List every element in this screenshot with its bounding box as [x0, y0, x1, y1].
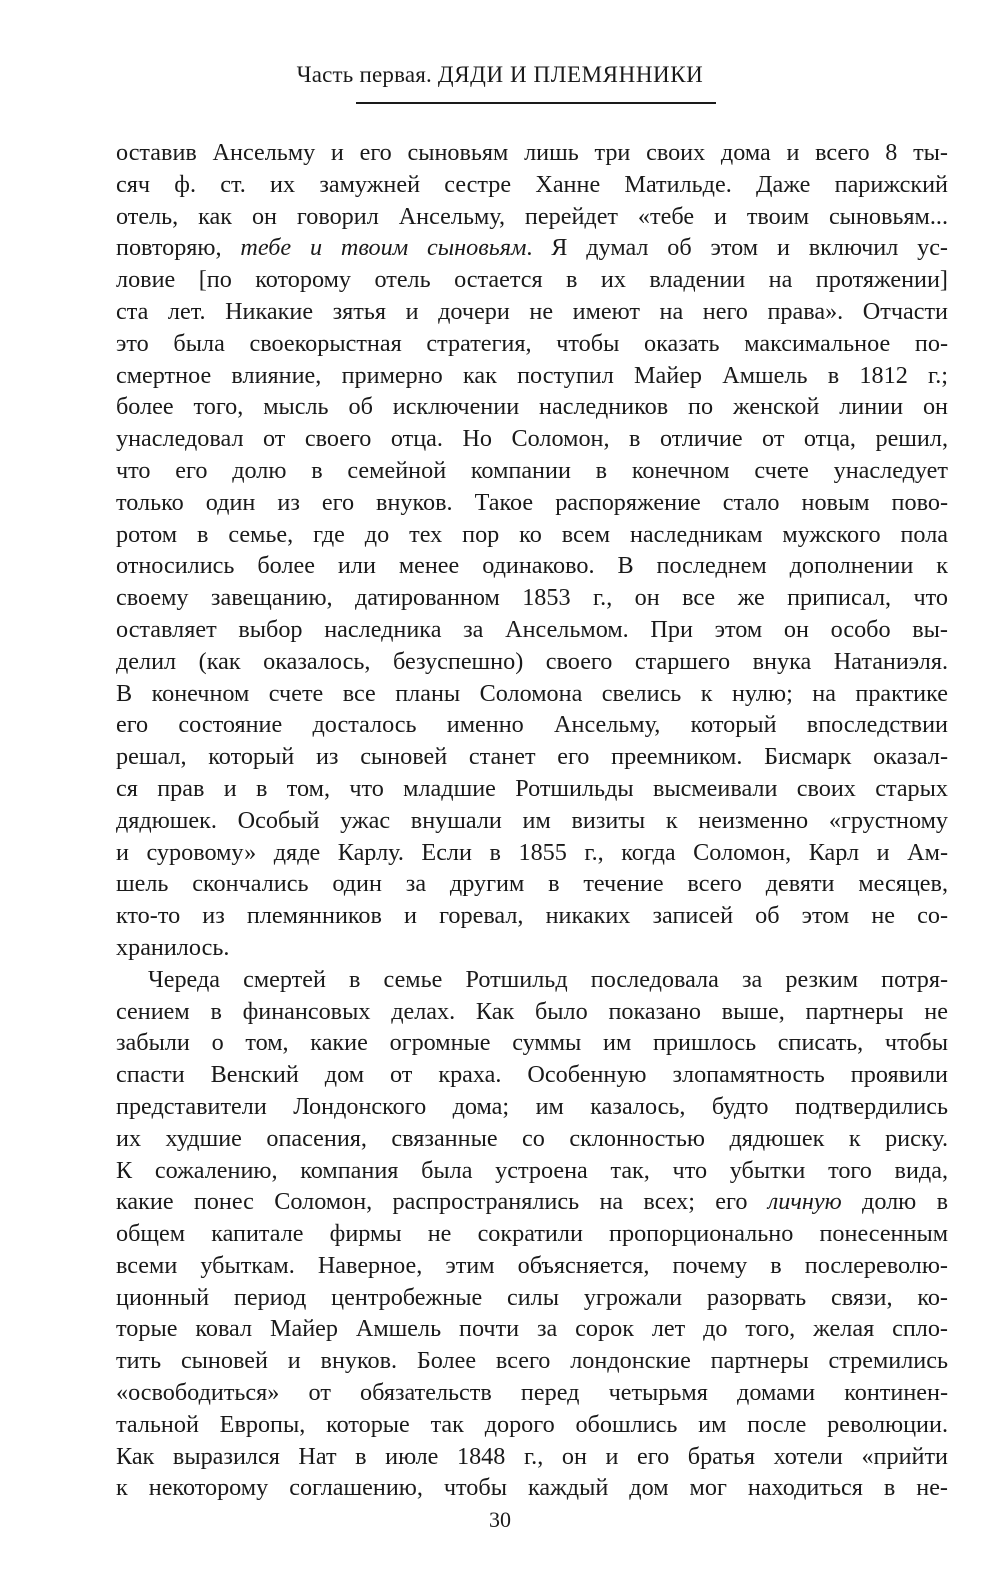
text-run: оставляет выбор наследника за Ансельмом. При этом он особо вы-: [116, 615, 948, 643]
text-run: . Я думал об этом и включил ус-: [526, 234, 948, 262]
text-run: своему завещанию, датированном 1853 г., он все же приписал, что: [116, 584, 948, 612]
text-line: [116, 296, 948, 328]
text-run: К сожалению, компания была устроена так, что убытки того вида,: [116, 1156, 948, 1184]
text-line: [116, 932, 948, 964]
text-run: дядюшек. Особый ужас внушали им визиты к неизменно «грустному: [116, 806, 948, 834]
text-line: [116, 328, 948, 360]
text-run: В конечном счете все планы Соломона свелись к нулю; на практике: [116, 679, 948, 707]
text-run: хранилось.: [116, 933, 230, 961]
text-line: [116, 1186, 948, 1218]
text-run: Череда смертей в семье Ротшильд последовала за резким потря-: [148, 965, 948, 993]
text-run: кто-то из племянников и горевал, никаких записей об этом не со-: [116, 902, 948, 930]
text-line: [116, 1091, 948, 1123]
text-run: спасти Венский дом от краха. Особенную злопамятность проявили: [116, 1061, 948, 1089]
text-line: [116, 137, 948, 169]
text-run: их худшие опасения, связанные со склонностью дядюшек к риску.: [116, 1124, 948, 1152]
text-run: тальной Европы, которые так дорого обошлись им после революции.: [116, 1410, 948, 1438]
text-run: какие понес Соломон, распространялись на всех; его: [116, 1188, 768, 1216]
running-head-part: Часть первая.: [296, 62, 432, 87]
running-head: [0, 62, 1000, 88]
text-run: унаследовал от своего отца. Но Соломон, в отличие от отца, решил,: [116, 425, 948, 453]
text-run: общем капитале фирмы не сократили пропорционально понесенным: [116, 1220, 948, 1248]
text-line: [116, 646, 948, 678]
text-line: [116, 805, 948, 837]
text-line: [116, 1059, 948, 1091]
text-line: [116, 423, 948, 455]
text-run: представители Лондонского дома; им казалось, будто подтвердились: [116, 1092, 948, 1120]
text-run: ловие [по которому отель остается в их владении на протяжении]: [116, 266, 948, 294]
text-line: [116, 709, 948, 741]
text-run: это была своекорыстная стратегия, чтобы оказать максимальное по-: [116, 329, 948, 357]
text-line: [116, 487, 948, 519]
text-run: решал, который из сыновей станет его преемником. Бисмарк оказал-: [116, 743, 948, 771]
italic-emphasis: тебе и твоим сыновьям: [240, 234, 527, 262]
text-run: долю в: [841, 1188, 948, 1216]
text-run: ционный период центробежные силы угрожали разорвать связи, ко-: [116, 1283, 948, 1311]
text-line: [116, 964, 948, 996]
text-run: забыли о том, какие огромные суммы им пришлось списать, чтобы: [116, 1029, 948, 1057]
text-line: [116, 741, 948, 773]
text-line: [116, 900, 948, 932]
text-line: [116, 1027, 948, 1059]
text-line: [116, 1155, 948, 1187]
text-line: [116, 1123, 948, 1155]
text-line: [116, 1377, 948, 1409]
text-run: тить сыновей и внуков. Более всего лондонские партнеры стремились: [116, 1347, 948, 1375]
text-run: его состояние досталось именно Ансельму, который впоследствии: [116, 711, 948, 739]
text-line: [116, 837, 948, 869]
text-run: и суровому» дяде Карлу. Если в 1855 г., когда Соломон, Карл и Ам-: [116, 838, 948, 866]
text-run: «освободиться» от обязательств перед четырьмя домами континен-: [116, 1379, 948, 1407]
text-line: [116, 1472, 948, 1504]
text-run: оставив Ансельму и его сыновьям лишь три своих дома и всего 8 ты-: [116, 139, 948, 166]
text-run: что его долю в семейной компании в конечном счете унаследует: [116, 456, 948, 484]
text-line: [116, 1250, 948, 1282]
text-line: [116, 550, 948, 582]
text-line: [116, 519, 948, 551]
text-run: ротом в семье, где до тех пор ко всем наследникам мужского пола: [116, 520, 948, 548]
text-run: ста лет. Никакие зятья и дочери не имеют на него права». Отчасти: [116, 297, 948, 325]
text-run: к некоторому соглашению, чтобы каждый дом мог находиться в не-: [116, 1474, 948, 1502]
text-line: [116, 1282, 948, 1314]
text-run: всеми убыткам. Наверное, этим объясняется, почему в послереволю-: [116, 1251, 948, 1279]
text-run: сением в финансовых делах. Как было показано выше, партнеры не: [116, 997, 948, 1025]
text-run: сяч ф. ст. их замужней сестре Ханне Матильде. Даже парижский: [116, 170, 948, 198]
text-line: [116, 678, 948, 710]
text-line: [116, 264, 948, 296]
text-line: [116, 1441, 948, 1473]
text-line: [116, 868, 948, 900]
text-line: [116, 1345, 948, 1377]
text-run: более того, мысль об исключении наследников по женской линии он: [116, 393, 948, 421]
text-line: [116, 1409, 948, 1441]
text-line: [116, 1218, 948, 1250]
text-run: шель скончались один за другим в течение всего девяти месяцев,: [116, 870, 948, 898]
text-run: смертное влияние, примерно как поступил Майер Амшель в 1812 г.;: [116, 361, 948, 389]
page-number: 30: [489, 1507, 511, 1532]
body-text: [116, 137, 948, 1504]
text-run: торые ковал Майер Амшель почти за сорок лет до того, желая спло-: [116, 1315, 948, 1343]
running-head-title: ДЯДИ И ПЛЕМЯННИКИ: [437, 62, 704, 87]
text-run: относились более или менее одинаково. В последнем дополнении к: [116, 552, 948, 580]
text-line: [116, 614, 948, 646]
text-line: [116, 582, 948, 614]
text-run: делил (как оказалось, безуспешно) своего старшего внука Натаниэля.: [116, 647, 948, 675]
text-line: [116, 391, 948, 423]
text-line: [116, 169, 948, 201]
text-line: [116, 996, 948, 1028]
text-line: [116, 232, 948, 264]
text-line: [116, 201, 948, 233]
header-rule: [356, 102, 716, 104]
text-run: повторяю,: [116, 234, 241, 262]
text-run: отель, как он говорил Ансельму, перейдет «тебе и твоим сыновьям...: [116, 202, 948, 230]
italic-emphasis: личную: [767, 1188, 842, 1216]
text-run: Как выразился Нат в июле 1848 г., он и его братья хотели «прийти: [116, 1442, 948, 1470]
text-line: [116, 1313, 948, 1345]
text-line: [116, 360, 948, 392]
text-run: только один из его внуков. Такое распоряжение стало новым пово-: [116, 488, 948, 516]
text-line: [116, 773, 948, 805]
text-line: [116, 455, 948, 487]
text-run: ся прав и в том, что младшие Ротшильды высмеивали своих старых: [116, 774, 948, 802]
